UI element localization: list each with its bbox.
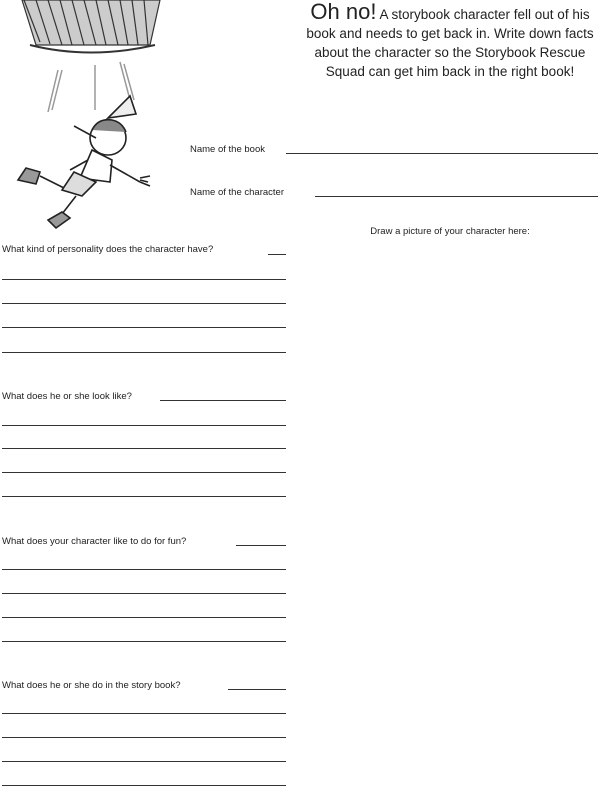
question-fun: What does your character like to do for fun?	[2, 536, 187, 547]
answer-line[interactable]	[2, 327, 286, 328]
answer-line[interactable]	[2, 352, 286, 353]
question-story-role: What does he or she do in the story book?	[2, 680, 181, 691]
book-name-field[interactable]	[286, 153, 598, 154]
answer-line[interactable]	[2, 617, 286, 618]
answer-line[interactable]	[2, 785, 286, 786]
draw-label: Draw a picture of your character here:	[370, 226, 530, 237]
answer-line[interactable]	[2, 569, 286, 570]
answer-line[interactable]	[2, 593, 286, 594]
answer-line[interactable]	[2, 737, 286, 738]
answer-line[interactable]	[2, 279, 286, 280]
question-appearance: What does he or she look like?	[2, 391, 132, 402]
pinocchio-character-icon	[18, 96, 150, 228]
answer-line[interactable]	[2, 761, 286, 762]
intro-text	[300, 2, 600, 81]
answer-line[interactable]	[2, 303, 286, 304]
falling-character-illustration	[0, 0, 180, 240]
answer-line[interactable]	[2, 713, 286, 714]
answer-line[interactable]	[2, 448, 286, 449]
book-name-label: Name of the book	[190, 144, 265, 155]
answer-line[interactable]	[268, 254, 286, 255]
character-name-label: Name of the character	[190, 187, 284, 198]
answer-line[interactable]	[228, 689, 286, 690]
answer-line[interactable]	[2, 496, 286, 497]
answer-line[interactable]	[2, 472, 286, 473]
question-personality: What kind of personality does the character have?	[2, 244, 214, 255]
intro-exclaim: Oh no!	[310, 0, 377, 24]
answer-line[interactable]	[2, 641, 286, 642]
answer-line[interactable]	[160, 400, 286, 401]
answer-line[interactable]	[236, 545, 286, 546]
book-pages-icon	[22, 0, 160, 53]
character-name-field[interactable]	[315, 196, 598, 197]
drawing-area[interactable]	[300, 245, 598, 790]
intro-body: A storybook character fell out of his book and needs to get back in. Write down facts about the character so the Storybook Rescue Squad can get him back in the right book!	[306, 7, 594, 79]
answer-line[interactable]	[2, 425, 286, 426]
